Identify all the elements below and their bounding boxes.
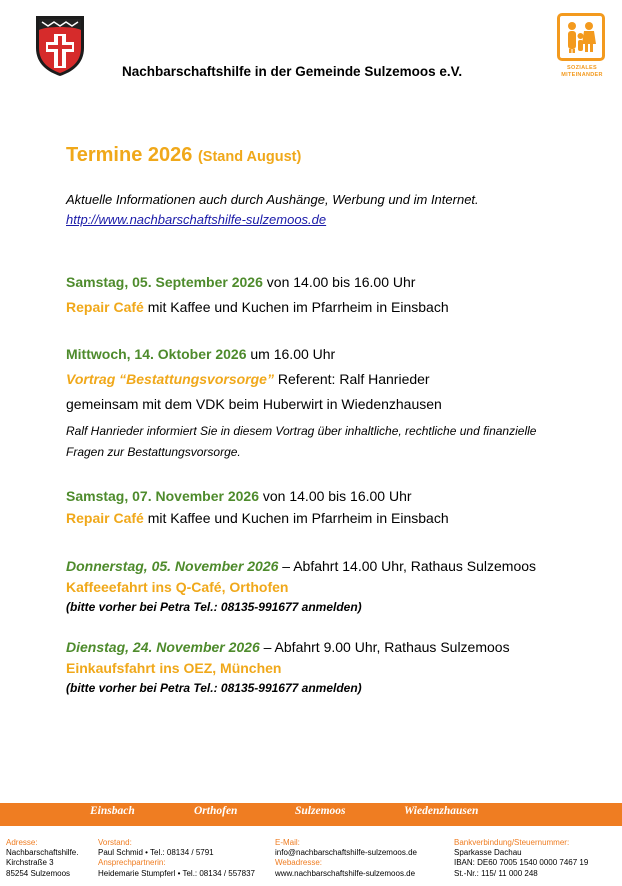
intro-block <box>66 190 479 230</box>
address-label: Adresse: <box>6 838 38 847</box>
event-1-date-line <box>66 274 415 290</box>
event-2-title-line <box>66 371 430 387</box>
event-2-note: Ralf Hanrieder informiert Sie in diesem Vortrag über inhaltliche, rechtliche und finanzielle Fragen zur Bestattungsvorsorge. <box>66 424 537 459</box>
event-5-time: – Abfahrt 9.00 Uhr, Rathaus Sulzemoos <box>259 639 510 655</box>
event-2-title: Vortrag “Bestattungsvorsorge” <box>66 371 274 387</box>
title-subtitle: (Stand August) <box>197 149 302 165</box>
municipal-crest-icon <box>34 14 86 78</box>
website-link[interactable]: http://www.nachbarschaftshilfe-sulzemoos.de <box>66 212 327 227</box>
event-5-title: Einkaufsfahrt ins OEZ, München <box>66 660 282 676</box>
address-line: Nachbarschaftshilfe. <box>6 848 79 858</box>
intro-text: Aktuelle Informationen auch durch Aushänge, Werbung und im Internet. <box>66 192 479 207</box>
bank-label: Bankverbindung/Steuernummer: <box>454 838 570 847</box>
event-3-desc: mit Kaffee und Kuchen im Pfarrheim in Einsbach <box>143 510 449 526</box>
event-2-date-line <box>66 346 335 362</box>
board-label: Vorstand: <box>98 838 132 847</box>
footer-board <box>98 838 255 879</box>
bank-line: Sparkasse Dachau <box>454 848 522 858</box>
event-2-time: um 16.00 Uhr <box>246 346 336 362</box>
contact-label: Ansprechpartnerin: <box>98 858 166 868</box>
event-3-date-line <box>66 488 412 504</box>
footer-address <box>6 838 78 879</box>
board-line: Paul Schmid • Tel.: 08134 / 5791 <box>98 848 214 858</box>
event-1-time: von 14.00 bis 16.00 Uhr <box>262 274 416 290</box>
bank-line: IBAN: DE60 7005 1540 0000 7467 19 <box>454 858 589 868</box>
event-3-title-line <box>66 510 449 526</box>
footer-bank <box>454 838 588 879</box>
event-1-date: Samstag, 05. September 2026 <box>66 274 263 290</box>
event-5-date: Dienstag, 24. November 2026 <box>66 639 260 655</box>
event-4-date: Donnerstag, 05. November 2026 <box>66 558 279 574</box>
logo-text-line-2: MITEINANDER <box>561 72 603 78</box>
event-4-title-line <box>66 579 288 595</box>
bank-line: St.-Nr.: 115/ 11 000 248 <box>454 868 538 878</box>
event-3-date: Samstag, 07. November 2026 <box>66 488 259 504</box>
page-title <box>66 144 301 167</box>
web-label: Webadresse: <box>275 858 322 868</box>
email-address[interactable]: info@nachbarschaftshilfe-sulzemoos.de <box>275 848 417 858</box>
logo-text-line-1: SOZIALES <box>567 65 597 71</box>
footer-place-2: Orthofen <box>194 805 238 817</box>
event-5-note: (bitte vorher bei Petra Tel.: 08135-991677 anmelden) <box>66 681 362 695</box>
event-2-date: Mittwoch, 14. Oktober 2026 <box>66 346 247 362</box>
soziales-miteinander-logo <box>556 13 608 93</box>
event-4-date-line <box>66 558 536 574</box>
footer-place-3: Sulzemoos <box>295 805 346 817</box>
footer-place-4: Wiedenzhausen <box>404 805 479 817</box>
event-1-title-line <box>66 299 449 315</box>
event-2-desc: Referent: Ralf Hanrieder <box>273 371 430 387</box>
address-line: Kirchstraße 3 <box>6 858 54 868</box>
contact-line: Heidemarie Stumpferl • Tel.: 08134 / 557837 <box>98 868 255 878</box>
event-3-title: Repair Café <box>66 510 144 526</box>
event-5-title-line <box>66 660 281 676</box>
event-4-note: (bitte vorher bei Petra Tel.: 08135-991677 anmelden) <box>66 600 362 614</box>
event-4-time: – Abfahrt 14.00 Uhr, Rathaus Sulzemoos <box>278 558 537 574</box>
footer-email <box>275 838 417 879</box>
footer-place-1: Einsbach <box>90 805 135 817</box>
title-text: Termine 2026 <box>66 144 193 166</box>
web-address[interactable]: www.nachbarschaftshilfe-sulzemoos.de <box>275 868 416 878</box>
event-5-date-line <box>66 639 510 655</box>
event-1-desc: mit Kaffee und Kuchen im Pfarrheim in Einsbach <box>143 299 449 315</box>
event-4-title: Kaffeeefahrt ins Q-Café, Orthofen <box>66 579 289 595</box>
email-label: E-Mail: <box>275 838 300 847</box>
event-1-title: Repair Café <box>66 299 144 315</box>
event-3-time: von 14.00 bis 16.00 Uhr <box>259 488 412 504</box>
organization-title: Nachbarschaftshilfe in der Gemeinde Sulzemoos e.V. <box>122 64 463 79</box>
event-2-desc-line: gemeinsam mit dem VDK beim Huberwirt in Wiedenzhausen <box>66 396 442 412</box>
family-icon <box>557 13 605 61</box>
address-line: 85254 Sulzemoos <box>6 868 71 878</box>
